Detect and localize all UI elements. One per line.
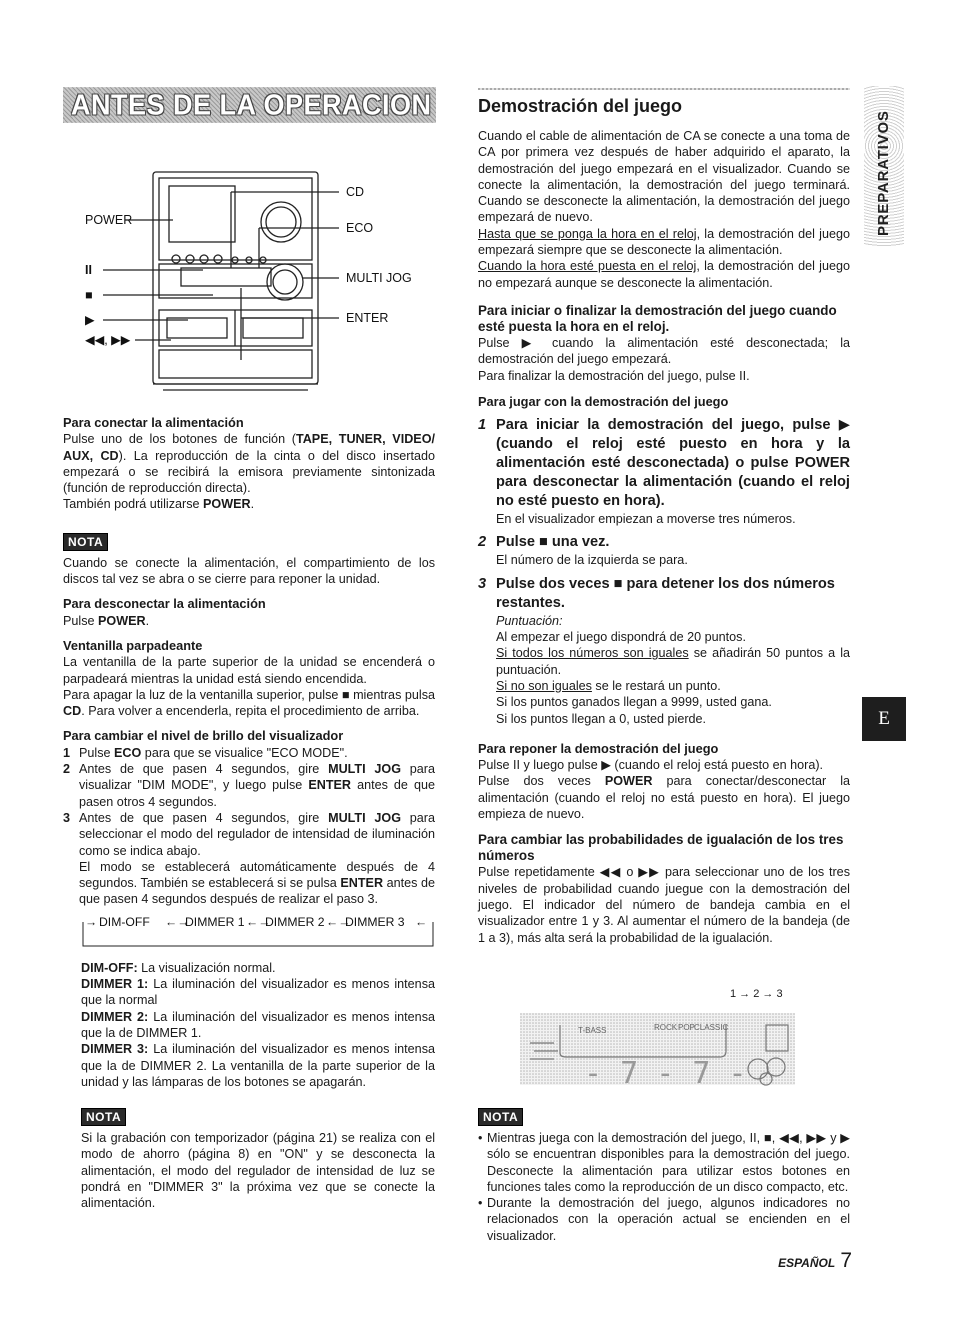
def-dim-off: DIM-OFF: La visualización normal.	[81, 960, 276, 975]
def-dimmer-1: DIMMER 1: La iluminación del visualizador es menos intensa que la normal	[81, 977, 435, 1008]
section-banner: ANTES DE LA OPERACION	[63, 87, 436, 123]
score-block: Puntuación: Al empezar el juego dispondrá de 20 puntos. Si todos los números son iguales se añadirán 50 puntos a la puntuación. Si no son iguales se le restará un punto. Si los puntos ganados llegan a 9999, usted gana. Si los puntos llegan a 0, usted pierde.	[496, 613, 851, 726]
diagram-label-enter: ENTER	[346, 311, 389, 325]
diagram-label-cd: CD	[346, 185, 365, 199]
diagram-label-eco: ECO	[346, 221, 374, 235]
side-tab-label: PREPARATIVOS	[875, 110, 892, 236]
def-dimmer-2: DIMMER 2: La iluminación del visualizador es menos intensa que la de DIMMER 1.	[81, 1009, 435, 1040]
side-tab	[864, 86, 904, 246]
svg-text:←→: ←→	[246, 914, 271, 929]
para-desconectar: Pulse POWER.	[63, 613, 150, 628]
cycle-dimmer-2: DIMMER 2	[265, 914, 325, 929]
para-probabilidades: Pulse repetidamente ◀◀ o ▶▶ para seleccionar uno de los tres niveles de probabilidad cuando juegue con la demostración del juego. El indicador del número de bandeja cambia en el visualizador entre 1 y 3. Al aumentar el número de la bandeja (de 1 a 3), más alta será la probabilidad de la igualación.	[478, 865, 850, 945]
game-step-2-sub: El número de la izquierda se para.	[496, 553, 688, 568]
nota1-text: Cuando se conecte la alimentación, el compartimiento de los discos tal vez se abra o se cierre para reponer la unidad.	[63, 555, 435, 587]
display-pop: POP	[678, 1023, 695, 1032]
svg-text:- 7 - 7 -: - 7 - 7 -	[584, 1056, 747, 1091]
para-conectar-power: También podrá utilizarse POWER.	[63, 497, 255, 512]
language-tab: E	[862, 697, 906, 741]
nota-bullet-2: • Durante la demostración del juego, algunos indicadores no relacionados con la operación actual se encienden en el visualizador.	[478, 1196, 850, 1243]
para-conectar: Pulse uno de los botones de función (TAPE, TUNER, VIDEO/ AUX, CD). La reproducción de la cinta o del disco insertado empezará o se recibirá la emisora previamente sintonizada (función de reproducción directa).	[63, 432, 435, 496]
cycle-dimmer-3: DIMMER 3	[345, 914, 405, 929]
game-step-2: 2 Pulse ■ una vez.	[478, 534, 610, 551]
page-footer	[770, 1249, 852, 1272]
para-finalizar: Para finalizar la demostración del juego, pulse II.	[478, 368, 750, 383]
para-reponer-1: Pulse II y luego pulse ▶ (cuando el reloj está puesto en hora).	[478, 758, 824, 773]
nota-bullet-1: • Mientras juega con la demostración del juego, II, ■, ◀◀, ▶▶ y ▶ sólo se encuentran disponibles para la demostración del juego. Desconecte la alimentación para utilizar estos botones en funciones tales como la reproducción de un disco compacto, etc.	[478, 1131, 850, 1194]
game-step-1-sub: En el visualizador empiezan a moverse tres números.	[496, 512, 796, 527]
device-diagram	[63, 160, 435, 400]
heading-brillo: Para cambiar el nivel de brillo del visualizador	[63, 728, 344, 744]
para-iniciar: Pulse ▶ cuando la alimentación esté desconectada; la demostración del juego empezará.	[478, 335, 850, 367]
step-3: 3 Antes de que pasen 4 segundos, gire MULTI JOG para seleccionar el modo del regulador de intensidad de iluminación como se indica abajo. El modo se establecerá automáticamente después de 4 segundos. También se establecerá si se pulsa ENTER antes de que pasen 4 segundos después de realizar el paso 3.	[63, 810, 435, 907]
display-tbass: T-BASS	[578, 1026, 607, 1035]
diagram-label-power: POWER	[85, 213, 133, 227]
nota-badge: NOTA	[63, 533, 108, 551]
diagram-label-skip: ◀◀, ▶▶	[85, 333, 131, 347]
right-nota	[478, 1106, 850, 1244]
diagram-label-play: ▶	[85, 313, 95, 327]
svg-text:←→: ←→	[326, 914, 351, 929]
game-step-1: 1 Para iniciar la demostración del juego, pulse ▶ (cuando el reloj esté puesto en hora y la alimentación esté desconectada) o pulse POWER para desconectar la alimentación (cuando el reloj no esté puesto en hora).	[478, 417, 850, 510]
nota-badge: NOTA	[81, 1108, 126, 1126]
heading-iniciar-finalizar: Para iniciar o finalizar la demostración del juego cuando esté puesta la hora en el reloj.	[478, 302, 837, 334]
para-ventanilla-2: Para apagar la luz de la ventanilla superior, pulse ■ mientras pulsa CD. Para volver a encenderla, repita el procedimiento de arriba.	[63, 687, 435, 719]
heading-conectar: Para conectar la alimentación	[63, 415, 244, 430]
svg-text:→: →	[85, 914, 98, 929]
intro-text-2: Hasta que se ponga la hora en el reloj, la demostración del juego empezará siempre que se desconecte la alimentación.	[478, 226, 850, 258]
para-reponer-2: Pulse dos veces POWER para conectar/desconectar la alimentación (cuando el reloj no está puesto en hora). El juego empieza de nuevo.	[478, 774, 850, 822]
cycle-dim-off: DIM-OFF	[99, 914, 150, 929]
display-rock: ROCK	[654, 1023, 678, 1032]
heading-jugar: Para jugar con la demostración del juego	[478, 393, 729, 409]
right-column	[478, 86, 850, 946]
intro-text: Cuando el cable de alimentación de CA se conecte a una toma de CA por primera vez después de haber adquirido el aparato, la demostración del juego empezará en el visualizador. Cuando se conecte la alimentación, la demostración del juego terminará. Cuando se desconecte la alimentación, la demostración del juego empezará de nuevo.	[478, 129, 850, 225]
svg-text:←→: ←→	[165, 914, 190, 929]
page-title: Demostración del juego	[478, 96, 683, 116]
tray-cycle: 1 → 2 → 3	[730, 988, 783, 1000]
heading-reponer: Para reponer la demostración del juego	[478, 740, 719, 756]
diagram-label-stop: ■	[85, 288, 93, 302]
nota2-text: Si la grabación con temporizador (página 21) se realiza con el modo de ahorro (página 8) en "ON" y se desconecta la alimentación, el modo del regulador de intensidad de luz se pondrá en "DIMMER 3" la próxima vez que se conecte la alimentación.	[81, 1131, 435, 1211]
step-2: 2 Antes de que pasen 4 segundos, gire MULTI JOG para visualizar "DIM MODE", y luego pulse ENTER antes de que pasen otros 4 segundos.	[63, 762, 435, 809]
para-ventanilla-1: La ventanilla de la parte superior de la unidad se encenderá o parpadeará mientras la unidad está siendo encendida.	[63, 655, 435, 686]
heading-ventanilla: Ventanilla parpadeante	[63, 637, 203, 653]
left-column	[63, 415, 435, 1212]
dimmer-definitions	[63, 960, 435, 1090]
page-number: 7	[840, 1249, 852, 1272]
intro-text-3: Cuando la hora esté puesta en el reloj, la demostración del juego no empezará aunque se desconecte la alimentación.	[478, 259, 850, 290]
heading-desconectar: Para desconectar la alimentación	[63, 596, 266, 612]
svg-text:←: ←	[415, 914, 428, 929]
dimmer-cycle	[63, 908, 435, 960]
game-step-3: 3 Pulse dos veces ■ para detener los dos números restantes.	[478, 575, 835, 611]
cycle-dimmer-1: DIMMER 1	[185, 914, 245, 929]
display-figure	[520, 1013, 795, 1105]
heading-probabilidades: Para cambiar las probabilidades de igualación de los tres números	[478, 832, 844, 864]
diagram-label-multi-jog: MULTI JOG	[346, 271, 412, 285]
step-1: 1 Pulse ECO para que se visualice "ECO MODE".	[63, 745, 348, 760]
display-classic: CLASSIC	[694, 1023, 729, 1032]
def-dimmer-3: DIMMER 3: La iluminación del visualizador es menos intensa que la de DIMMER 2. La ventanilla de la parte superior de la unidad y las lámparas de los botones se apagarán.	[81, 1042, 435, 1089]
footer-language: ESPAÑOL	[778, 1256, 835, 1270]
diagram-label-pause: II	[85, 263, 92, 277]
nota-badge: NOTA	[478, 1108, 523, 1126]
